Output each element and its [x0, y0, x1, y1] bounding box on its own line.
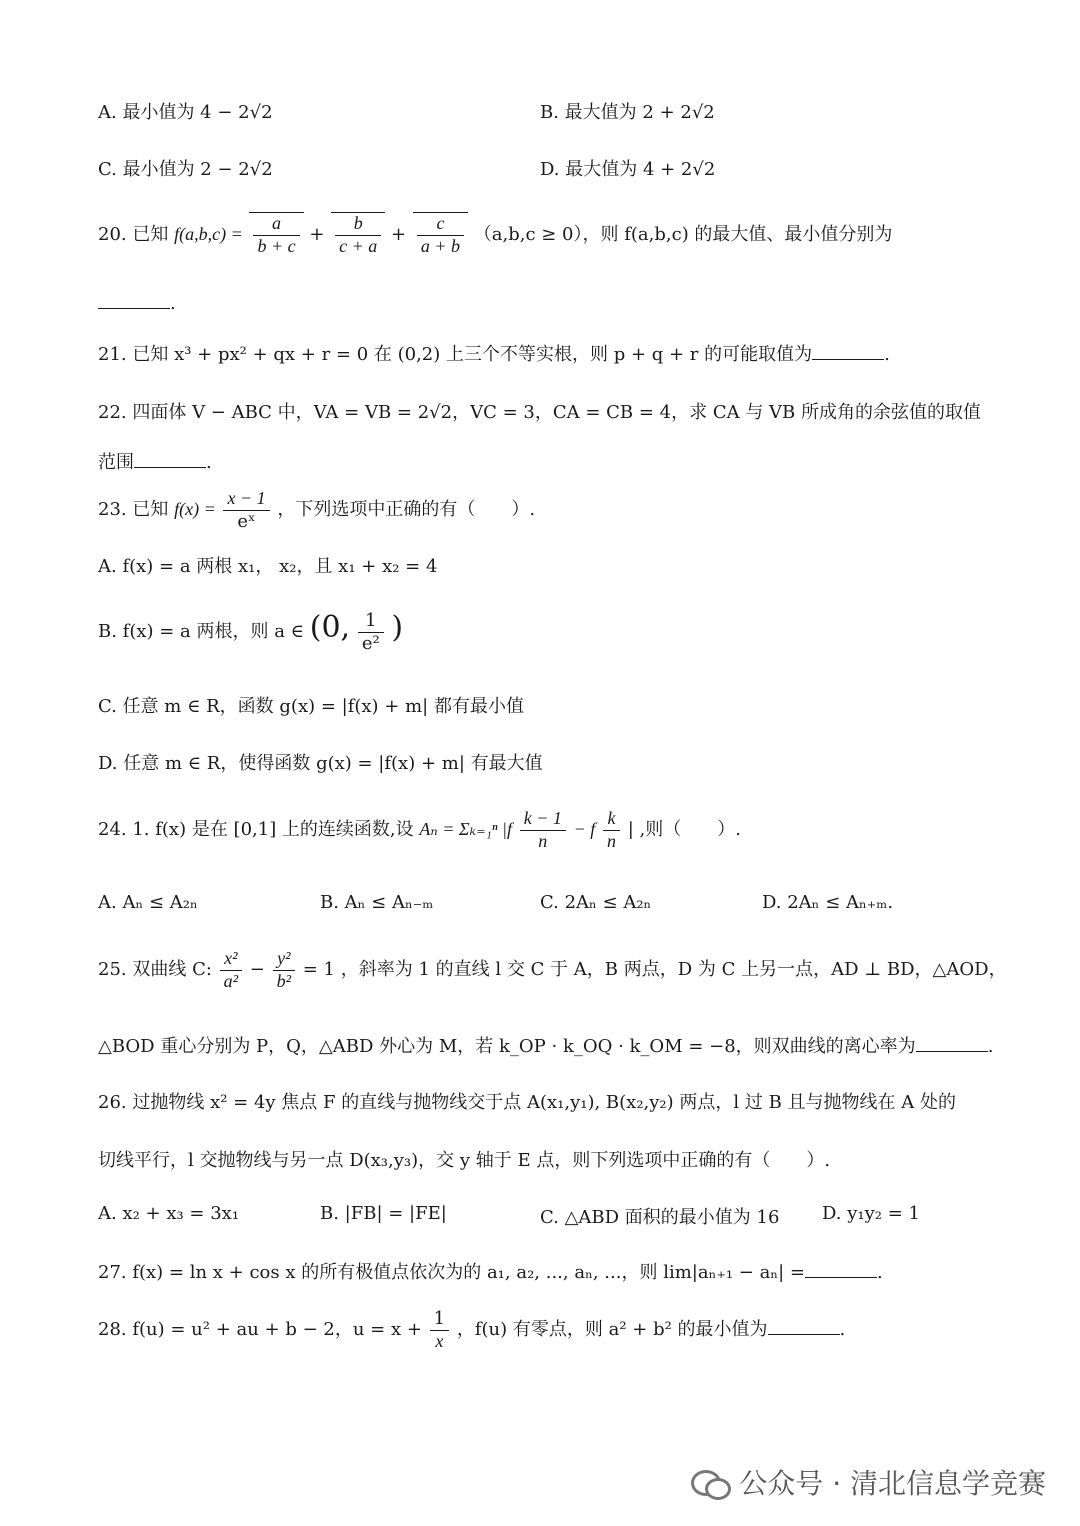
q19-option-c: C. 最小值为 2 − 2√2: [98, 159, 273, 180]
q24-den: n: [538, 830, 548, 851]
q19-option-b: B. 最大值为 2 + 2√2: [540, 102, 715, 123]
question-24: [98, 808, 741, 852]
q20-f3-num: c: [417, 213, 464, 236]
q23b-prefix: B. f(x) = a 两根，则 a ∈: [98, 621, 305, 643]
question-22-line-2: 范围 .: [98, 452, 212, 473]
q23b-close: ): [391, 610, 404, 646]
q24-option-a: A. Aₙ ≤ A₂ₙ: [98, 892, 198, 913]
answer-blank[interactable]: [134, 451, 206, 468]
question-23: [98, 488, 535, 532]
q24-den2: n: [606, 830, 616, 851]
q24-fraction-1: [520, 808, 566, 852]
q23-option-c: C. 任意 m ∈ R，函数 g(x) = |f(x) + m| 都有最小值: [98, 696, 524, 717]
q28-suffix: ，f(u) 有零点，则 a² + b² 的最小值为: [456, 1319, 768, 1341]
q25-mid: −: [249, 959, 265, 981]
q25-fraction-1: [220, 948, 242, 992]
q20-lhs: f(a,b,c) =: [174, 224, 243, 245]
q23b-den: e²: [361, 632, 380, 654]
q25-num2: y²: [273, 948, 295, 971]
question-21: 21. 已知 x³ + px² + qx + r = 0 在 (0,2) 上三个不等实根，则 p + q + r 的可能取值为 .: [98, 344, 890, 365]
q26-option-a: A. x₂ + x₃ = 3x₁: [98, 1203, 240, 1224]
q24-lhs: Aₙ = Σₖ₌₁ⁿ |f: [419, 819, 512, 840]
q24-prefix: 24. 1. f(x) 是在 [0,1] 上的连续函数,设: [98, 819, 414, 841]
q20-suffix: （a,b,c ≥ 0），则 f(a,b,c) 的最大值、最小值分别为: [473, 224, 893, 246]
q23-option-d: D. 任意 m ∈ R，使得函数 g(x) = |f(x) + m| 有最大值: [98, 753, 543, 774]
q20-sqrt-1: [249, 212, 303, 257]
q23-lhs: f(x) =: [174, 499, 216, 520]
q20-prefix: 20. 已知: [98, 224, 169, 246]
q24-end: |: [627, 819, 634, 841]
q23-fraction: [223, 488, 269, 532]
answer-blank[interactable]: [916, 1035, 988, 1052]
wechat-icon: [689, 1466, 729, 1498]
q24-num: k − 1: [520, 808, 566, 831]
q20-f2-num: b: [335, 213, 381, 236]
q24-option-d: D. 2Aₙ ≤ Aₙ₊ₘ.: [762, 892, 894, 913]
q25-line-2-text: △BOD 重心分别为 P，Q，△ABD 外心为 M，若 k_OP · k_OQ · k_OM = −8，则双曲线的离心率为: [98, 1036, 916, 1057]
q23-option-b: [98, 610, 403, 654]
q20-sqrt-2: [331, 212, 385, 257]
answer-blank[interactable]: [805, 1261, 877, 1278]
q23-num: x − 1: [223, 488, 269, 511]
question-25-line-1: [98, 948, 1007, 992]
question-28: 28. f(u) = u² + au + b − 2，u = x + $\frac{1}{x}$ ，f(u) 有零点，则 a² + b² 的最小值为 .: [98, 1308, 846, 1351]
question-26-line-1: 26. 过抛物线 x² = 4y 焦点 F 的直线与抛物线交于点 A(x₁,y₁), B(x₂,y₂) 两点，l 过 B 且与抛物线在 A 处的: [98, 1092, 956, 1113]
q20-end: .: [170, 293, 176, 314]
q25-num1: x²: [220, 948, 242, 971]
q25-den2: b²: [276, 970, 292, 991]
q23-option-a: A. f(x) = a 两根 x₁， x₂，且 x₁ + x₂ = 4: [98, 556, 438, 577]
q23-suffix: ，下列选项中正确的有（ ）.: [277, 499, 536, 521]
watermark-text: 公众号 · 清北信息学竞赛: [739, 1467, 1046, 1500]
q25-den1: a²: [223, 970, 239, 991]
q23b-open: (0,: [309, 610, 351, 646]
q20-sqrt-3: [413, 212, 468, 257]
q26-option-c: C. △ABD 面积的最小值为 16: [540, 1207, 780, 1228]
q21-text: 21. 已知 x³ + px² + qx + r = 0 在 (0,2) 上三个不等实根，则 p + q + r 的可能取值为: [98, 344, 813, 365]
q28-den: x: [435, 1330, 444, 1351]
q23-den: eˣ: [237, 510, 256, 532]
q24-suffix: ,则（ ）.: [639, 819, 741, 841]
q20-f1-num: a: [253, 213, 299, 236]
q28-prefix: 28. f(u) = u² + au + b − 2，u = x +: [98, 1319, 422, 1341]
q22-range-label: 范围: [98, 452, 134, 473]
question-22-line-1: 22. 四面体 V − ABC 中，VA = VB = 2√2，VC = 3，CA = CB = 4，求 CA 与 VB 所成角的余弦值的取值: [98, 402, 981, 423]
q24-option-b: B. Aₙ ≤ Aₙ₋ₘ: [320, 892, 434, 913]
question-20: 20. 已知 f(a,b,c) = $\frac{a}{b + c}$ + $\frac{b}{c + a}$ + $\frac{c}{a + b}$ （a,b,c ≥ 0），则 f(a,b,c) 的最大值、最小值分别为: [98, 213, 893, 256]
question-27: 27. f(x) = ln x + cos x 的所有极值点依次为的 a₁, a₂, ..., aₙ, ...，则 lim|aₙ₊₁ − aₙ| = .: [98, 1262, 883, 1283]
q23b-num: 1: [358, 610, 384, 633]
q20-f3-den: a + b: [420, 235, 461, 256]
q20-f1-den: b + c: [257, 235, 296, 256]
q24-num2: k: [603, 808, 620, 831]
question-26-line-2: 切线平行，l 交抛物线与另一点 D(x₃,y₃)，交 y 轴于 E 点，则下列选项中正确的有（ ）.: [98, 1150, 831, 1171]
answer-blank[interactable]: [812, 343, 884, 360]
q24-option-c: C. 2Aₙ ≤ A₂ₙ: [540, 892, 652, 913]
q24-mid: − f: [573, 819, 596, 840]
q26-option-d: D. y₁y₂ = 1: [822, 1203, 920, 1224]
q25-suffix: ，斜率为 1 的直线 l 交 C 于 A，B 两点，D 为 C 上另一点，AD ⊥ BD，△AOD，: [340, 959, 1007, 981]
watermark: [689, 1462, 1046, 1502]
q24-fraction-2: [603, 808, 620, 852]
q25-prefix: 25. 双曲线 C:: [98, 959, 212, 981]
q23b-fraction: [358, 610, 384, 654]
q25-eq: = 1: [302, 959, 336, 981]
q25-fraction-2: [273, 948, 295, 992]
answer-blank[interactable]: [768, 1318, 840, 1335]
answer-blank[interactable]: [98, 292, 170, 309]
q20-f2-den: c + a: [339, 235, 378, 256]
question-25-line-2: △BOD 重心分别为 P，Q，△ABD 外心为 M，若 k_OP · k_OQ · k_OM = −8，则双曲线的离心率为 .: [98, 1036, 994, 1057]
q20-answer: [98, 292, 176, 314]
q23-prefix: 23. 已知: [98, 499, 169, 521]
q19-option-a: A. 最小值为 4 − 2√2: [98, 102, 273, 123]
q26-option-b: B. |FB| = |FE|: [320, 1203, 447, 1224]
q19-option-d: D. 最大值为 4 + 2√2: [540, 159, 716, 180]
q28-num: 1: [430, 1308, 449, 1331]
q27-text: 27. f(x) = ln x + cos x 的所有极值点依次为的 a₁, a₂, ..., aₙ, ...，则 lim|aₙ₊₁ − aₙ| =: [98, 1262, 805, 1283]
q28-fraction: [430, 1308, 449, 1352]
